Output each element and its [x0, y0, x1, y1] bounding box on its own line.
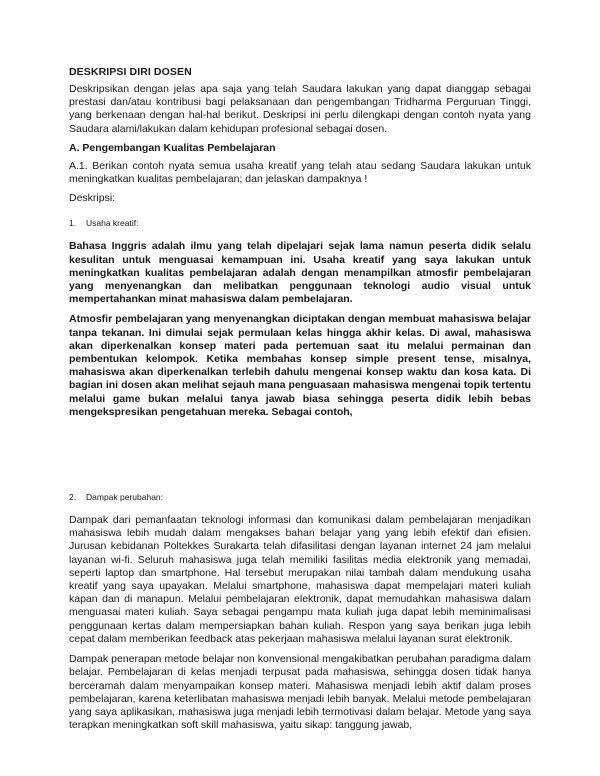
question-a1: A.1. Berikan contoh nyata semua usaha kreatif yang telah atau sedang Saudara lakukan untuk meningkatkan kualitas pembelajaran; dan jelaskan dampaknya ! — [69, 159, 531, 186]
list-label: Dampak perubahan: — [86, 492, 164, 503]
document-title: DESKRIPSI DIRI DOSEN — [69, 66, 192, 78]
dampak-paragraph-2: Dampak penerapan metode belajar non konvensional mengakibatkan perubahan paradigma dalam belajar. Pembelajaran di kelas menjadi terpusat pada mahasiswa, sehingga dosen tidak hanya berceramah dalam menyampaikan konsep materi. Mahasiswa menjadi lebih aktif dalam proses pembelajaran, karena keterlibatan mahasiswa menjadi lebih banyak. Melalui metode pembelajaran yang saya aplikasikan, mahasiswa juga menjadi lebih termotivasi dalam belajar. Metode yang saya terapkan meningkatkan soft skill mahasiswa, yaitu sikap: tanggung jawab, — [69, 653, 531, 732]
dampak-paragraph-1: Dampak dari pemanfaatan teknologi informasi dan komunikasi dalam pembelajaran menjadikan mahasiswa lebih mudah dalam mengakses bahan belajar yang yang lebih efektif dan efisien. Jurusan kebidanan Poltekkes Surakarta telah difasilitasi dengan layanan internet 24 jam melalui layanan wi-fi. Seluruh mahasiswa juga telah memiliki fasilitas media elektronik yang memadai, seperti laptop dan smartphone. Hal tersebut merupakan nilai tambah dalam mendukung usaha kreatif yang saya upayakan. Melalui smartphone, mahasiswa dapat mempelajari materi kuliah kapan dan di manapun. Melalui pembelajaran elektronik, dapat memudahkan mahasiswa dalam menguasai materi kuliah. Saya sebagai pengampu mata kuliah juga dapat lebih meminimalisasi penggunaan kertas dalam mempersiapkan bahan kuliah. Respon yang saya berikan juga lebih cepat dalam memberikan feedback atas pekerjaan mahasiswa melalui layanan surat elektronik. — [69, 514, 531, 645]
document-page — [69, 66, 531, 732]
list-label: Usaha kreatif: — [86, 218, 139, 229]
list-item-usaha-kreatif — [69, 218, 531, 228]
list-number: 1. — [69, 218, 77, 229]
list-item-dampak-perubahan — [69, 492, 531, 502]
usaha-paragraph-2: Atmosfir pembelajaran yang menyenangkan diciptakan dengan membuat mahasiswa belajar tanpa tekanan. Ini dimulai sejak permulaan kelas hingga akhir kelas. Di awal, mahasiswa akan diperkenalkan konsep materi pada pertemuan saat itu melalui permainan dan pembentukan kelompok. Ketika membahas konsep simple present tense, misalnya, mahasiswa akan diperkenalkan terlebih dahulu mengenai konsep waktu dan kosa kata. Di bagian ini dosen akan melihat sejauh mana penguasaan mahasiswa mengenai topik tertentu melalui game bukan melalui tanya jawab biasa sehingga peserta didik lebih bebas mengekspresikan pengetahuan mereka. Sebagai contoh, — [69, 313, 531, 418]
section-a-heading: A. Pengembangan Kualitas Pembelajaran — [69, 141, 276, 154]
list-number: 2. — [69, 492, 77, 503]
intro-paragraph: Deskripsikan dengan jelas apa saja yang telah Saudara lakukan yang dapat dianggap sebagai prestasi dan/atau kontribusi bagi pelaksanaan dan pengembangan Tridharma Perguruan Tinggi, yang berkenaan dengan hal-hal berikut. Deskripsi ini perlu dilengkapi dengan contoh nyata yang Saudara alami/lakukan dalam kehidupan profesional sebagai dosen. — [69, 83, 531, 135]
usaha-paragraph-1: Bahasa Inggris adalah ilmu yang telah dipelajari sejak lama namun peserta didik selalu kesulitan untuk menguasai kemampuan ini. Usaha kreatif yang saya lakukan untuk meningkatkan kualitas pembelajaran adalah dengan menampilkan atmosfir pembelajaran yang menyenangkan dan melibatkan penggunaan teknologi audio visual untuk mempertahankan minat mahasiswa dalam pembelajaran. — [69, 240, 531, 306]
deskripsi-label: Deskripsi: — [69, 192, 116, 205]
